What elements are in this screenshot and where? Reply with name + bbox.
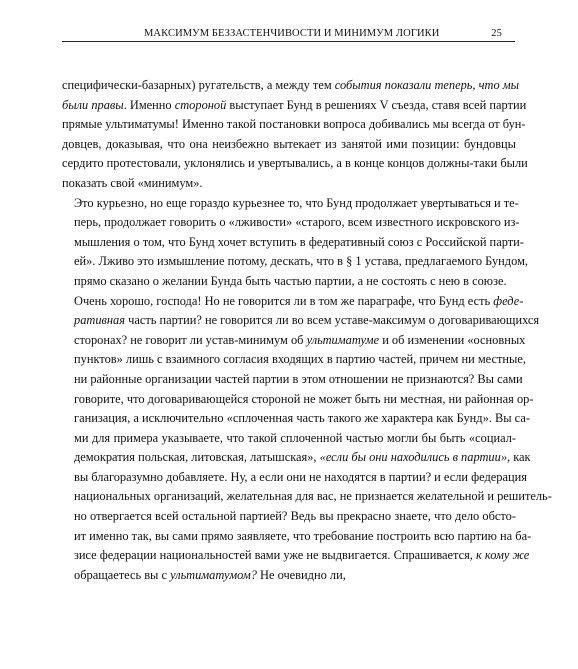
text-line xyxy=(62,429,516,449)
text-run: прямые ультиматумы! Именно такой постановки вопроса добивались мы всегда от бун- xyxy=(62,117,526,132)
text-run: пунктов» лишь с взаимного согласия входящих в партию частей, причем ни местные, xyxy=(74,352,526,367)
text-run: демократия польская, литовская, латышская», xyxy=(74,450,320,465)
italic-text: ультиматумом? xyxy=(170,567,257,582)
text-run: показать свой «минимум». xyxy=(62,175,203,190)
text-run: выступает Бунд в решениях V съезда, ставя всей партии xyxy=(226,97,527,112)
running-title: МАКСИМУМ БЕЗЗАСТЕНЧИВОСТИ И МИНИМУМ ЛОГИКИ xyxy=(144,28,440,39)
italic-text: к кому же xyxy=(476,548,530,563)
text-run: и об изменении «основных xyxy=(379,332,526,347)
paragraph xyxy=(62,292,552,586)
text-run: обращаетесь вы с xyxy=(74,567,171,582)
text-line xyxy=(62,527,532,547)
italic-text: стороной xyxy=(174,97,227,112)
text-line xyxy=(62,154,528,174)
text-run: но отвергается всей остальной партией? Ведь вы прекрасно знаете, что дело обсто- xyxy=(74,509,516,524)
text-line xyxy=(62,331,526,351)
italic-text: события показали теперь, что мы xyxy=(334,78,520,92)
text-line xyxy=(62,390,534,410)
text-line xyxy=(62,448,531,468)
text-run: , как xyxy=(507,450,531,465)
text-line xyxy=(62,272,516,292)
text-line xyxy=(62,115,526,135)
text-run: ни районные организации частей партии в этом отношении не признаются? Вы сами xyxy=(74,371,523,386)
text-run: сторонах? не говорит ли устав-минимум об xyxy=(74,332,307,347)
text-run: национальных организаций, желательная для вас, не признается желательной и решитель- xyxy=(74,489,552,504)
italic-text: ративная xyxy=(74,313,126,328)
italic-text: «если бы они находились в партии» xyxy=(319,450,508,465)
paragraph xyxy=(62,194,529,292)
text-line xyxy=(62,487,552,507)
text-run: Это курьезно, но еще гораздо курьезнее то, что Бунд продолжает увертываться и те- xyxy=(74,195,519,210)
text-run: . Именно xyxy=(123,97,175,112)
text-line xyxy=(62,507,516,527)
text-line xyxy=(62,96,527,116)
italic-text: ультиматуме xyxy=(306,332,380,347)
text-run: ит именно так, вы сами прямо заявляете, что требование построить всю партию на ба- xyxy=(74,528,532,543)
italic-text: феде- xyxy=(493,293,524,308)
text-run: мышления о том, что Бунд хочет вступить в федеративный союз с Российской парти- xyxy=(74,234,524,249)
text-run: зисе федерации национальностей вами уже не выдвигается. Спрашивается, xyxy=(74,548,476,563)
paragraph xyxy=(62,76,528,194)
document-body xyxy=(62,76,552,585)
text-line xyxy=(62,135,516,155)
text-run: сердито протестовали, уклонялись и увертывались, а в конце концов должны-таки были xyxy=(62,156,528,171)
page-header xyxy=(62,28,515,42)
text-line xyxy=(62,213,520,233)
text-run: перь, продолжает говорить о «лживости» «старого, всем известного искровского из- xyxy=(74,215,520,230)
text-run: часть партии? не говорится ли во всем уставе-максимум о договаривающихся xyxy=(125,313,540,328)
text-run: ганизация, а исключительно «сплоченная часть такого же характера как Бунд». Вы са- xyxy=(74,411,530,426)
text-line xyxy=(62,546,530,566)
italic-text: были правы xyxy=(62,97,124,112)
text-line xyxy=(62,409,530,429)
text-run: ми для примера указываете, что такой сплоченной частью могли бы быть «социал- xyxy=(74,430,516,445)
text-line xyxy=(62,370,523,390)
text-run: вы благоразумно добавляете. Ну, а если они не находятся в партии? и если федерация xyxy=(74,469,527,484)
text-run: говорите, что договаривающейся стороной не может быть ни местная, ни районная ор- xyxy=(74,391,534,406)
text-line xyxy=(62,174,516,194)
text-line xyxy=(62,350,526,370)
text-line xyxy=(62,252,529,272)
text-run: ей». Лживо это измышление потому, дескать, что в § 1 устава, предлагаемого Бундом, xyxy=(74,254,529,269)
text-run: прямо сказано о желании Бунда быть частью партии, а не состоять с нею в союзе. xyxy=(74,273,507,288)
text-line xyxy=(62,233,524,253)
text-run: довцев, доказывая, что она неизбежно вытекает из занятой ими позиции: бундовцы xyxy=(62,136,516,151)
text-run: Очень хорошо, господа! Но не говорится ли в том же параграфе, что Бунд есть xyxy=(74,293,494,308)
text-line xyxy=(62,76,520,96)
text-line xyxy=(62,194,519,214)
page-number: 25 xyxy=(491,28,502,39)
text-line xyxy=(62,311,540,331)
text-line xyxy=(62,292,524,312)
text-run: специфически-базарных) ругательств, а между тем xyxy=(62,78,335,92)
text-line xyxy=(62,566,516,586)
text-line xyxy=(62,468,527,488)
text-run: Не очевидно ли, xyxy=(256,567,346,582)
